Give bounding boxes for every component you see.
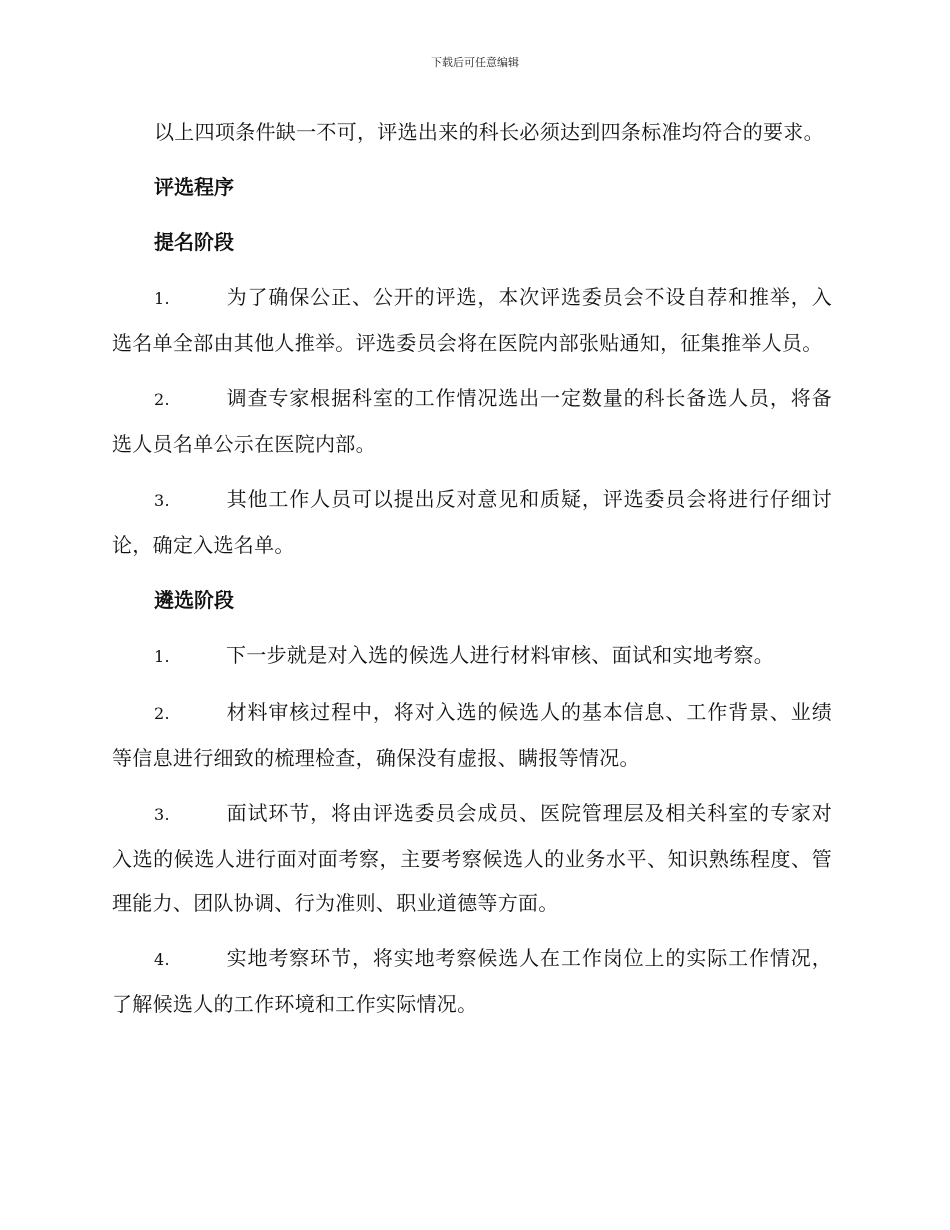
nomination-item xyxy=(112,376,832,466)
item-number: 1. xyxy=(154,647,170,666)
item-number: 3. xyxy=(154,805,170,824)
item-number: 4. xyxy=(154,950,170,969)
item-text: 下一步就是对入选的候选人进行材料审核、面试和实地考察。 xyxy=(226,643,775,667)
item-number: 1. xyxy=(154,289,170,308)
item-number: 3. xyxy=(154,491,170,510)
item-text: 其他工作人员可以提出反对意见和质疑，评选委员会将进行仔细讨论，确定入选名单。 xyxy=(112,487,832,557)
nomination-stage-title: 提名阶段 xyxy=(154,230,234,254)
item-text: 实地考察环节，将实地考察候选人在工作岗位上的实际工作情况，了解候选人的工作环境和工作实际情况。 xyxy=(112,946,832,1016)
section-title: 评选程序 xyxy=(154,175,234,199)
selection-item xyxy=(112,690,832,780)
nomination-item xyxy=(112,477,832,567)
selection-item xyxy=(112,633,832,679)
item-text: 面试环节，将由评选委员会成员、医院管理层及相关科室的专家对入选的候选人进行面对面考察，主要考察候选人的业务水平、知识熟练程度、管理能力、团队协调、行为准则、职业道德等方面。 xyxy=(112,801,832,915)
item-text: 为了确保公正、公开的评选，本次评选委员会不设自荐和推举，入选名单全部由其他人推举。评选委员会将在医院内部张贴通知，征集推举人员。 xyxy=(112,285,832,355)
selection-stage-title: 遴选阶段 xyxy=(154,588,234,612)
item-text: 调查专家根据科室的工作情况选出一定数量的科长备选人员，将备选人员名单公示在医院内部。 xyxy=(112,386,832,456)
selection-item xyxy=(112,936,832,1026)
intro-paragraph: 以上四项条件缺一不可，评选出来的科长必须达到四条标准均符合的要求。 xyxy=(154,120,824,144)
item-number: 2. xyxy=(154,390,170,409)
item-number: 2. xyxy=(154,704,170,723)
document-body xyxy=(112,110,832,1037)
nomination-item xyxy=(112,275,832,365)
item-text: 材料审核过程中，将对入选的候选人的基本信息、工作背景、业绩等信息进行细致的梳理检查，确保没有虚报、瞒报等情况。 xyxy=(112,700,832,770)
page-header: 下载后可任意编辑 xyxy=(431,56,519,69)
selection-item xyxy=(112,791,832,925)
